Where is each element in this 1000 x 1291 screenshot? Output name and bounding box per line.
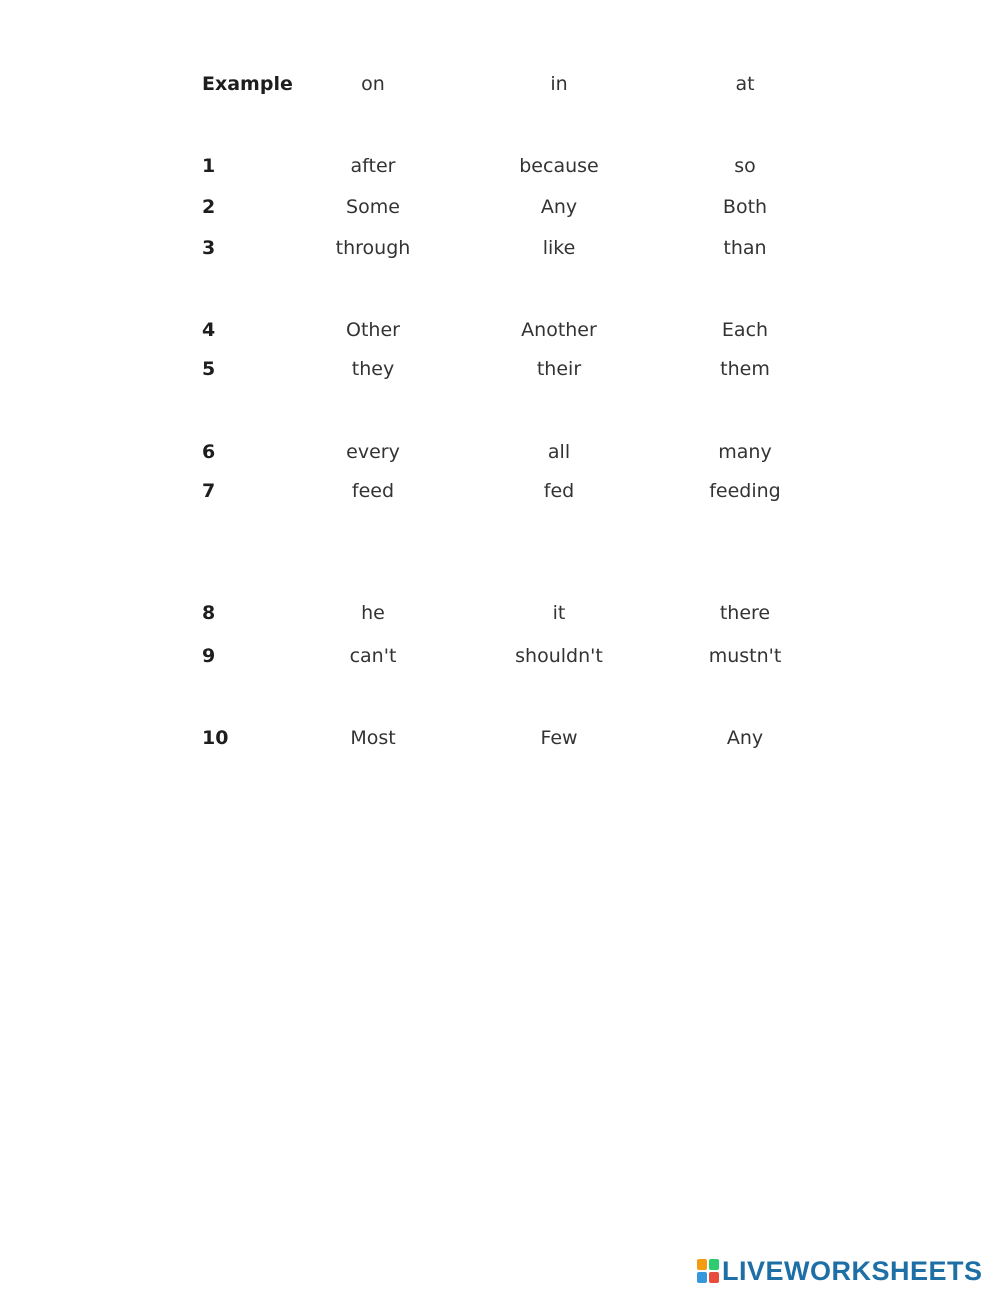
option-3: many	[718, 441, 772, 463]
option-2: Another	[521, 319, 597, 341]
option-3: than	[723, 237, 767, 259]
option-1: Most	[350, 727, 396, 749]
option-3: there	[719, 602, 771, 624]
option-2: because	[519, 155, 599, 177]
option-3: Each	[721, 319, 769, 341]
row-label: Example	[202, 73, 293, 95]
row-label: 3	[202, 237, 216, 259]
option-1: through	[335, 237, 411, 259]
option-1: after	[350, 155, 396, 177]
question-row-5	[0, 353, 1000, 385]
option-2: shouldn't	[515, 645, 603, 667]
question-row-3	[0, 232, 1000, 264]
question-row-6	[0, 436, 1000, 468]
option-3: them	[720, 358, 770, 380]
example-row	[0, 68, 1000, 100]
question-row-8	[0, 597, 1000, 629]
row-label: 8	[202, 602, 216, 624]
option-1: they	[351, 358, 395, 380]
option-3: at	[735, 73, 755, 95]
option-1: Some	[346, 196, 400, 218]
option-2: all	[547, 441, 571, 463]
option-1: can't	[349, 645, 397, 667]
row-label: 1	[202, 155, 216, 177]
question-row-1	[0, 150, 1000, 182]
question-row-10	[0, 722, 1000, 754]
option-1: every	[346, 441, 400, 463]
option-1: feed	[351, 480, 395, 502]
option-2: it	[552, 602, 566, 624]
option-2: fed	[543, 480, 575, 502]
option-1: on	[361, 73, 385, 95]
option-3: mustn't	[708, 645, 782, 667]
question-row-9	[0, 640, 1000, 672]
question-row-2	[0, 191, 1000, 223]
liveworksheets-logo-icon	[697, 1259, 719, 1283]
option-2: Few	[540, 727, 578, 749]
option-2: Any	[540, 196, 578, 218]
option-2: their	[536, 358, 582, 380]
option-3: so	[734, 155, 756, 177]
option-1: he	[361, 602, 385, 624]
liveworksheets-brand	[697, 1256, 983, 1286]
row-label: 2	[202, 196, 216, 218]
row-label: 4	[202, 319, 216, 341]
option-3: Any	[726, 727, 764, 749]
row-label: 9	[202, 645, 216, 667]
question-row-7	[0, 475, 1000, 507]
question-row-4	[0, 314, 1000, 346]
row-label: 6	[202, 441, 216, 463]
option-2: in	[550, 73, 568, 95]
option-3: Both	[722, 196, 768, 218]
option-1: Other	[346, 319, 400, 341]
brand-name: LIVEWORKSHEETS	[722, 1255, 983, 1286]
row-label: 5	[202, 358, 216, 380]
option-2: like	[542, 237, 576, 259]
row-label: 10	[202, 727, 229, 749]
row-label: 7	[202, 480, 216, 502]
option-3: feeding	[709, 480, 781, 502]
